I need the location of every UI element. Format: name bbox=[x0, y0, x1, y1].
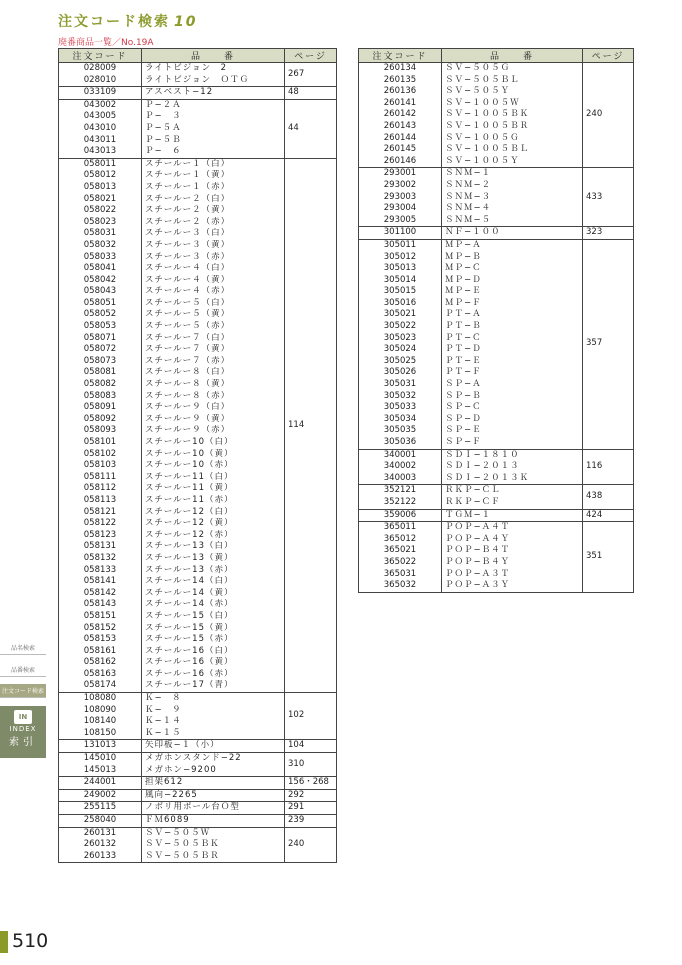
product-number: ＳＮＭ−３ bbox=[442, 192, 583, 204]
order-code: 260146 bbox=[359, 156, 442, 168]
product-number: スチールー13（赤） bbox=[142, 565, 285, 577]
order-code: 058102 bbox=[59, 449, 142, 461]
product-number: スチールー８（黄） bbox=[142, 379, 285, 391]
page-ref: 310 bbox=[285, 753, 337, 777]
order-code: 058123 bbox=[59, 530, 142, 542]
table-row bbox=[359, 449, 634, 461]
product-number: ＳＤＩ−２０１３Ｋ bbox=[442, 473, 583, 485]
table-row bbox=[59, 158, 337, 170]
header-page: ページ bbox=[583, 49, 634, 63]
product-number: ＭＰ−Ｂ bbox=[442, 252, 583, 264]
table-row bbox=[59, 815, 337, 828]
page-ref: 292 bbox=[285, 789, 337, 802]
order-code: 365011 bbox=[359, 522, 442, 534]
page-ref: 240 bbox=[583, 63, 634, 168]
table-row bbox=[359, 485, 634, 497]
order-code: 058163 bbox=[59, 669, 142, 681]
product-number: Ｐ−２Ａ bbox=[142, 99, 285, 111]
product-number: ＰＯＰ−Ａ４Ｔ bbox=[442, 522, 583, 534]
order-code: 058032 bbox=[59, 240, 142, 252]
product-number: ライトビジョン 2 bbox=[142, 63, 285, 75]
product-number: ＳＶ−１００５ＢＲ bbox=[442, 121, 583, 133]
order-code: 305036 bbox=[359, 437, 442, 449]
order-code: 260134 bbox=[359, 63, 442, 75]
product-number: スチールー９（白） bbox=[142, 402, 285, 414]
order-code: 305011 bbox=[359, 239, 442, 251]
table-row bbox=[359, 522, 634, 534]
order-code: 058013 bbox=[59, 182, 142, 194]
page-ref: 44 bbox=[285, 99, 337, 158]
table-row bbox=[359, 509, 634, 522]
product-number: スチールー13（白） bbox=[142, 541, 285, 553]
page-ref: 239 bbox=[285, 815, 337, 828]
index-label-jp: 索引 bbox=[9, 737, 37, 748]
order-code: 058033 bbox=[59, 252, 142, 264]
product-number: スチールー15（黄） bbox=[142, 623, 285, 635]
order-code: 058082 bbox=[59, 379, 142, 391]
product-number: スチールー１（白） bbox=[142, 158, 285, 170]
order-code: 058073 bbox=[59, 356, 142, 368]
product-number: ＰＴ−Ｃ bbox=[442, 333, 583, 345]
page-ref: 424 bbox=[583, 509, 634, 522]
order-code: 340001 bbox=[359, 449, 442, 461]
product-number: ＳＶ−１００５Ｗ bbox=[442, 98, 583, 110]
product-number: スチールー３（白） bbox=[142, 228, 285, 240]
order-code: 305013 bbox=[359, 263, 442, 275]
order-code: 260144 bbox=[359, 133, 442, 145]
order-code: 145010 bbox=[59, 753, 142, 765]
order-code: 260136 bbox=[359, 86, 442, 98]
order-code: 058133 bbox=[59, 565, 142, 577]
product-number: スチールー12（白） bbox=[142, 507, 285, 519]
order-code: 058103 bbox=[59, 460, 142, 472]
product-number: ＳＶ−５０５Ｇ bbox=[442, 63, 583, 75]
product-number: スチールー４（赤） bbox=[142, 286, 285, 298]
product-number: 担架612 bbox=[142, 777, 285, 790]
code-table-left bbox=[58, 48, 337, 863]
product-number: ライトビジョン ＯＴＧ bbox=[142, 75, 285, 87]
product-number: スチールー３（赤） bbox=[142, 252, 285, 264]
order-code: 058111 bbox=[59, 472, 142, 484]
product-number: ＳＰ−Ａ bbox=[442, 379, 583, 391]
page-ref: 102 bbox=[285, 693, 337, 740]
order-code: 058151 bbox=[59, 611, 142, 623]
order-code: 058052 bbox=[59, 309, 142, 321]
product-number: ＳＶ−５０５Ｙ bbox=[442, 86, 583, 98]
product-number: ＳＶ−１００５Ｙ bbox=[442, 156, 583, 168]
product-number: ＲＫＰ−ＣＦ bbox=[442, 497, 583, 509]
product-number: スチールー４（白） bbox=[142, 263, 285, 275]
order-code: 352121 bbox=[359, 485, 442, 497]
order-code: 058153 bbox=[59, 634, 142, 646]
product-number: ＭＰ−Ｆ bbox=[442, 298, 583, 310]
product-number: ＳＤＩ−２０１３ bbox=[442, 461, 583, 473]
product-number: スチールー14（白） bbox=[142, 576, 285, 588]
order-code: 058023 bbox=[59, 217, 142, 229]
product-number: ＳＶ−１００５ＢＫ bbox=[442, 109, 583, 121]
product-number: スチールー９（赤） bbox=[142, 425, 285, 437]
order-code: 058051 bbox=[59, 298, 142, 310]
product-number: Ｋ− ８ bbox=[142, 693, 285, 705]
product-number: ＳＰ−Ｆ bbox=[442, 437, 583, 449]
product-number: スチールー13（黄） bbox=[142, 553, 285, 565]
product-number: ＳＰ−Ｅ bbox=[442, 425, 583, 437]
product-number: スチールー17（青） bbox=[142, 680, 285, 692]
order-code: 305015 bbox=[359, 286, 442, 298]
page-title: 注文コード検索 10 bbox=[58, 14, 198, 30]
order-code: 293003 bbox=[359, 192, 442, 204]
table-row bbox=[59, 99, 337, 111]
order-code: 058021 bbox=[59, 194, 142, 206]
table-row bbox=[59, 87, 337, 100]
order-code: 058081 bbox=[59, 367, 142, 379]
order-code: 305031 bbox=[359, 379, 442, 391]
product-number: スチールー９（黄） bbox=[142, 414, 285, 426]
table-row bbox=[59, 753, 337, 765]
order-code: 043010 bbox=[59, 123, 142, 135]
product-number: ＴＧＭ−１ bbox=[442, 509, 583, 522]
table-row bbox=[359, 168, 634, 180]
product-number: ＳＶ−５０５ＢＲ bbox=[142, 851, 285, 863]
order-code: 058131 bbox=[59, 541, 142, 553]
order-code: 340003 bbox=[359, 473, 442, 485]
product-number: ＭＰ−Ｃ bbox=[442, 263, 583, 275]
order-code: 244001 bbox=[59, 777, 142, 790]
product-number: Ｐ− ６ bbox=[142, 146, 285, 158]
order-code: 293005 bbox=[359, 215, 442, 227]
product-number: ＳＰ−Ｃ bbox=[442, 402, 583, 414]
header-page: ページ bbox=[285, 49, 337, 63]
order-code: 058011 bbox=[59, 158, 142, 170]
page-ref: 357 bbox=[583, 239, 634, 449]
order-code: 058141 bbox=[59, 576, 142, 588]
order-code: 058174 bbox=[59, 680, 142, 692]
order-code: 305025 bbox=[359, 356, 442, 368]
order-code: 058092 bbox=[59, 414, 142, 426]
product-number: スチールー７（白） bbox=[142, 333, 285, 345]
table-row bbox=[359, 239, 634, 251]
product-number: Ｐ− ３ bbox=[142, 111, 285, 123]
product-number: メガホンスタンド−22 bbox=[142, 753, 285, 765]
table-row bbox=[59, 789, 337, 802]
table-row bbox=[59, 740, 337, 753]
page-ref: 267 bbox=[285, 63, 337, 87]
page-ref: 323 bbox=[583, 227, 634, 240]
product-number: Ｐ−５Ａ bbox=[142, 123, 285, 135]
order-code: 255115 bbox=[59, 802, 142, 815]
product-number: ＰＴ−Ｂ bbox=[442, 321, 583, 333]
page-ref: 240 bbox=[285, 827, 337, 863]
product-number: ＰＯＰ−Ｂ４Ｔ bbox=[442, 545, 583, 557]
product-number: スチールー１（黄） bbox=[142, 170, 285, 182]
order-code: 058012 bbox=[59, 170, 142, 182]
order-code: 043013 bbox=[59, 146, 142, 158]
product-number: スチールー７（赤） bbox=[142, 356, 285, 368]
order-code: 058152 bbox=[59, 623, 142, 635]
order-code: 058022 bbox=[59, 205, 142, 217]
product-number: スチールー１（赤） bbox=[142, 182, 285, 194]
order-code: 305022 bbox=[359, 321, 442, 333]
page-number-bar bbox=[0, 931, 8, 953]
order-code: 058142 bbox=[59, 588, 142, 600]
order-code: 058083 bbox=[59, 391, 142, 403]
order-code: 108090 bbox=[59, 705, 142, 717]
order-code: 058161 bbox=[59, 646, 142, 658]
product-number: ＦＭ6089 bbox=[142, 815, 285, 828]
order-code: 305034 bbox=[359, 414, 442, 426]
order-code: 352122 bbox=[359, 497, 442, 509]
order-code: 365031 bbox=[359, 569, 442, 581]
product-number: スチールー３（黄） bbox=[142, 240, 285, 252]
product-number: スチールー14（赤） bbox=[142, 599, 285, 611]
order-code: 305035 bbox=[359, 425, 442, 437]
product-number: ＰＯＰ−Ａ３Ｔ bbox=[442, 569, 583, 581]
order-code: 260142 bbox=[359, 109, 442, 121]
product-number: ＮＦ−１００ bbox=[442, 227, 583, 240]
order-code: 108140 bbox=[59, 716, 142, 728]
order-code: 260135 bbox=[359, 75, 442, 87]
order-code: 293001 bbox=[359, 168, 442, 180]
product-number: ＲＫＰ−ＣＬ bbox=[442, 485, 583, 497]
product-number: スチールー14（黄） bbox=[142, 588, 285, 600]
product-number: スチールー10（黄） bbox=[142, 449, 285, 461]
table-row bbox=[59, 777, 337, 790]
page-ref: 116 bbox=[583, 449, 634, 485]
order-code: 058093 bbox=[59, 425, 142, 437]
header-code: 注文コード bbox=[59, 49, 142, 63]
page-ref: 351 bbox=[583, 522, 634, 593]
table-row bbox=[59, 802, 337, 815]
product-number: スチールー12（赤） bbox=[142, 530, 285, 542]
order-code: 028010 bbox=[59, 75, 142, 87]
product-number: ＰＯＰ−Ａ４Ｙ bbox=[442, 534, 583, 546]
side-tab-name-search[interactable]: 品名検索 bbox=[0, 641, 46, 655]
product-number: ＳＶ−５０５ＢＫ bbox=[142, 839, 285, 851]
product-number: スチールー15（白） bbox=[142, 611, 285, 623]
table-row bbox=[359, 63, 634, 75]
page-ref: 156・268 bbox=[285, 777, 337, 790]
order-code: 108080 bbox=[59, 693, 142, 705]
order-code: 058143 bbox=[59, 599, 142, 611]
product-number: ＳＶ−５０５ＢＬ bbox=[442, 75, 583, 87]
index-logo-icon: IN bbox=[14, 710, 32, 724]
product-number: メガホン−9200 bbox=[142, 765, 285, 777]
product-number: スチールー16（黄） bbox=[142, 657, 285, 669]
order-code: 058112 bbox=[59, 483, 142, 495]
subtitle: 廃番商品一覧／No.19A bbox=[58, 38, 154, 48]
product-number: ＭＰ−Ｅ bbox=[442, 286, 583, 298]
order-code: 058042 bbox=[59, 275, 142, 287]
table-row bbox=[359, 227, 634, 240]
product-number: スチールー10（赤） bbox=[142, 460, 285, 472]
table-row bbox=[59, 63, 337, 75]
order-code: 305016 bbox=[359, 298, 442, 310]
index-tab[interactable] bbox=[0, 706, 46, 758]
product-number: スチールー５（黄） bbox=[142, 309, 285, 321]
product-number: Ｐ−５Ｂ bbox=[142, 135, 285, 147]
order-code: 260132 bbox=[59, 839, 142, 851]
product-number: ＭＰ−Ｄ bbox=[442, 275, 583, 287]
order-code: 058041 bbox=[59, 263, 142, 275]
order-code: 043005 bbox=[59, 111, 142, 123]
order-code: 058113 bbox=[59, 495, 142, 507]
product-number: スチールー４（黄） bbox=[142, 275, 285, 287]
order-code: 301100 bbox=[359, 227, 442, 240]
order-code: 043011 bbox=[59, 135, 142, 147]
product-number: スチールー５（白） bbox=[142, 298, 285, 310]
order-code: 108150 bbox=[59, 728, 142, 740]
product-number: スチールー16（赤） bbox=[142, 669, 285, 681]
order-code: 058122 bbox=[59, 518, 142, 530]
product-number: ノボリ用ポール台Ｏ型 bbox=[142, 802, 285, 815]
order-code: 260145 bbox=[359, 144, 442, 156]
product-number: スチールー２（白） bbox=[142, 194, 285, 206]
order-code: 260141 bbox=[359, 98, 442, 110]
product-number: スチールー２（黄） bbox=[142, 205, 285, 217]
table-row bbox=[59, 693, 337, 705]
product-number: スチールー11（白） bbox=[142, 472, 285, 484]
order-code: 305021 bbox=[359, 309, 442, 321]
order-code: 058101 bbox=[59, 437, 142, 449]
product-number: ＳＮＭ−１ bbox=[442, 168, 583, 180]
product-number: スチールー８（白） bbox=[142, 367, 285, 379]
index-label-en: INDEX bbox=[9, 725, 37, 733]
order-code: 340002 bbox=[359, 461, 442, 473]
order-code: 305014 bbox=[359, 275, 442, 287]
order-code: 365032 bbox=[359, 580, 442, 592]
order-code: 058031 bbox=[59, 228, 142, 240]
page-ref: 114 bbox=[285, 158, 337, 692]
header-name: 品 番 bbox=[142, 49, 285, 63]
order-code: 028009 bbox=[59, 63, 142, 75]
product-number: スチールー７（黄） bbox=[142, 344, 285, 356]
order-code: 305012 bbox=[359, 252, 442, 264]
product-number: ＰＴ−Ｅ bbox=[442, 356, 583, 368]
order-code: 043002 bbox=[59, 99, 142, 111]
product-number: ＳＶ−１００５Ｇ bbox=[442, 133, 583, 145]
product-number: ＰＯＰ−Ｂ４Ｙ bbox=[442, 557, 583, 569]
order-code: 058132 bbox=[59, 553, 142, 565]
product-number: ＰＴ−Ｆ bbox=[442, 367, 583, 379]
order-code: 305023 bbox=[359, 333, 442, 345]
product-number: ＳＰ−Ｄ bbox=[442, 414, 583, 426]
page-ref: 291 bbox=[285, 802, 337, 815]
order-code: 305032 bbox=[359, 391, 442, 403]
product-number: ＭＰ−Ａ bbox=[442, 239, 583, 251]
order-code: 365012 bbox=[359, 534, 442, 546]
order-code: 058162 bbox=[59, 657, 142, 669]
product-number: スチールー10（白） bbox=[142, 437, 285, 449]
page-ref: 48 bbox=[285, 87, 337, 100]
order-code: 249002 bbox=[59, 789, 142, 802]
order-code: 305026 bbox=[359, 367, 442, 379]
side-tab-code-search[interactable]: 注文コード検索 bbox=[0, 684, 46, 698]
product-number: スチールー５（赤） bbox=[142, 321, 285, 333]
order-code: 058053 bbox=[59, 321, 142, 333]
product-number: Ｋ− ９ bbox=[142, 705, 285, 717]
code-table-right bbox=[358, 48, 634, 593]
header-name: 品 番 bbox=[442, 49, 583, 63]
page-ref: 104 bbox=[285, 740, 337, 753]
product-number: ＳＤＩ−１８１０ bbox=[442, 449, 583, 461]
product-number: スチールー16（白） bbox=[142, 646, 285, 658]
order-code: 293004 bbox=[359, 203, 442, 215]
order-code: 365022 bbox=[359, 557, 442, 569]
product-number: ＳＮＭ−５ bbox=[442, 215, 583, 227]
product-number: ＳＶ−５０５Ｗ bbox=[142, 827, 285, 839]
product-number: ＳＮＭ−４ bbox=[442, 203, 583, 215]
product-number: ＳＶ−１００５ＢＬ bbox=[442, 144, 583, 156]
order-code: 305024 bbox=[359, 344, 442, 356]
product-number: スチールー８（赤） bbox=[142, 391, 285, 403]
product-number: スチールー12（黄） bbox=[142, 518, 285, 530]
order-code: 131013 bbox=[59, 740, 142, 753]
product-number: ＰＯＰ−Ａ３Ｙ bbox=[442, 580, 583, 592]
product-number: スチールー11（黄） bbox=[142, 483, 285, 495]
product-number: ＳＮＭ−２ bbox=[442, 180, 583, 192]
order-code: 260131 bbox=[59, 827, 142, 839]
order-code: 058121 bbox=[59, 507, 142, 519]
order-code: 359006 bbox=[359, 509, 442, 522]
product-number: ＳＰ−Ｂ bbox=[442, 391, 583, 403]
product-number: スチールー２（赤） bbox=[142, 217, 285, 229]
product-number: ＰＴ−Ｄ bbox=[442, 344, 583, 356]
header-code: 注文コード bbox=[359, 49, 442, 63]
order-code: 058072 bbox=[59, 344, 142, 356]
product-number: 風向−2265 bbox=[142, 789, 285, 802]
product-number: アスベスト−12 bbox=[142, 87, 285, 100]
order-code: 260133 bbox=[59, 851, 142, 863]
product-number: Ｋ−１４ bbox=[142, 716, 285, 728]
page-ref: 433 bbox=[583, 168, 634, 227]
page-number: 510 bbox=[12, 930, 49, 952]
order-code: 058091 bbox=[59, 402, 142, 414]
table-row bbox=[59, 827, 337, 839]
product-number: スチールー11（赤） bbox=[142, 495, 285, 507]
order-code: 058071 bbox=[59, 333, 142, 345]
order-code: 305033 bbox=[359, 402, 442, 414]
side-tab-number-search[interactable]: 品番検索 bbox=[0, 663, 46, 677]
product-number: Ｋ−１５ bbox=[142, 728, 285, 740]
order-code: 145013 bbox=[59, 765, 142, 777]
order-code: 058043 bbox=[59, 286, 142, 298]
order-code: 365021 bbox=[359, 545, 442, 557]
order-code: 260143 bbox=[359, 121, 442, 133]
product-number: ＰＴ−Ａ bbox=[442, 309, 583, 321]
order-code: 033109 bbox=[59, 87, 142, 100]
product-number: スチールー15（赤） bbox=[142, 634, 285, 646]
order-code: 258040 bbox=[59, 815, 142, 828]
page-ref: 438 bbox=[583, 485, 634, 509]
order-code: 293002 bbox=[359, 180, 442, 192]
product-number: 矢印板−１（小） bbox=[142, 740, 285, 753]
